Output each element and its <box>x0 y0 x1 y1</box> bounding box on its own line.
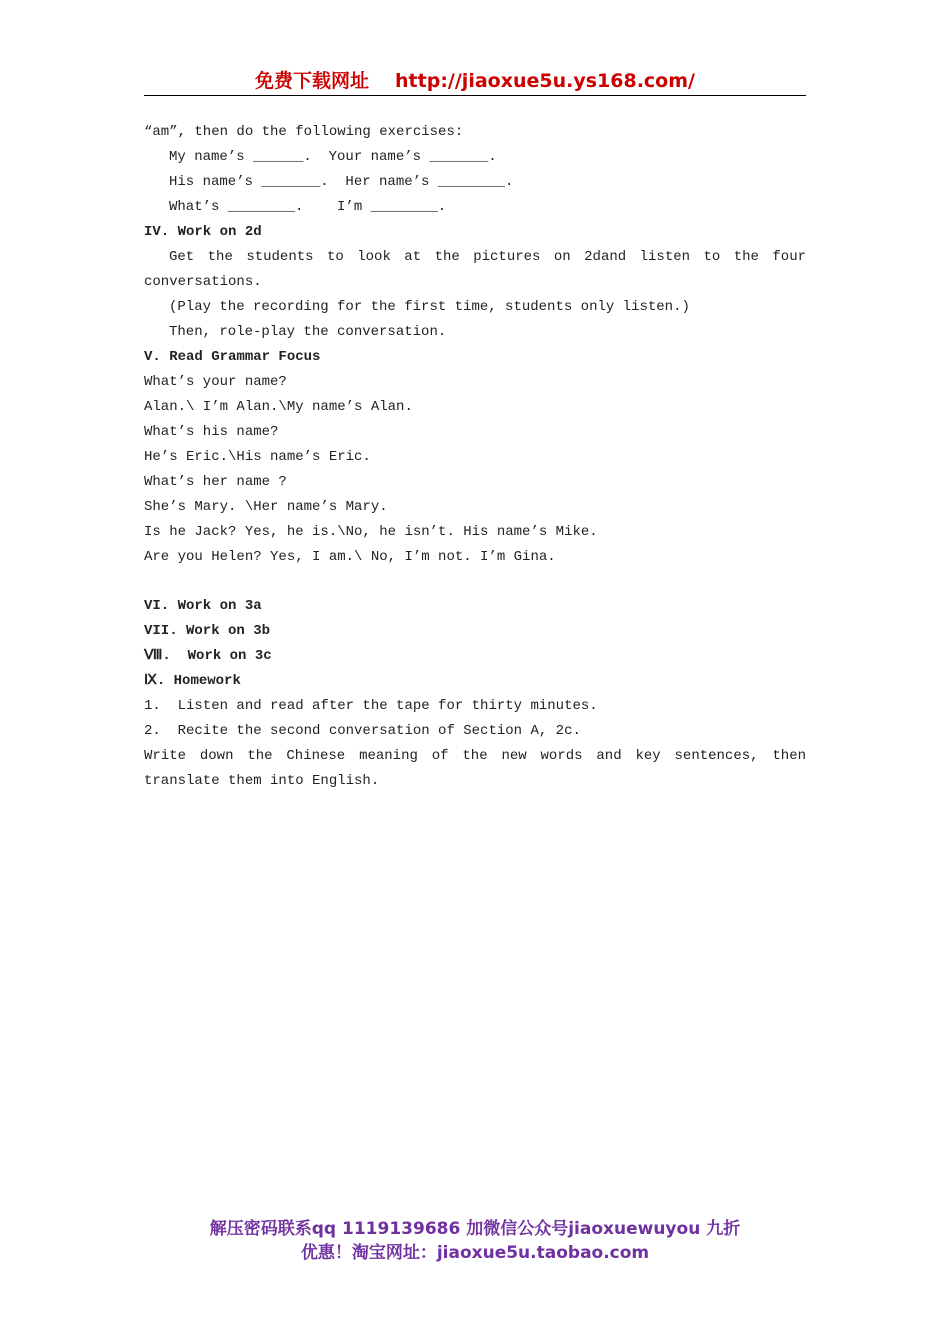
section-iv-heading: IV. Work on 2d <box>144 224 262 240</box>
homework-item-1: 1. Listen and read after the tape for thirty minutes. <box>144 698 598 714</box>
grammar-line: Alan.\ I’m Alan.\My name’s Alan. <box>144 399 413 415</box>
header-url[interactable]: http://jiaoxue5u.ys168.com/ <box>395 70 695 92</box>
section-iv-line-1: Get the students to look at the pictures on 2dand listen to the four <box>169 249 806 265</box>
footer-line-2: 优惠！淘宝网址：jiaoxue5u.taobao.com <box>300 1243 650 1263</box>
grammar-line: What’s your name? <box>144 374 287 390</box>
section-iv-line-4: Then, role-play the conversation. <box>169 324 447 340</box>
grammar-line: He’s Eric.\His name’s Eric. <box>144 449 371 465</box>
page-header <box>144 66 806 96</box>
section-viii-heading: Ⅷ. Work on 3c <box>144 648 272 664</box>
section-v-heading: V. Read Grammar Focus <box>144 349 321 365</box>
grammar-line: What’s her name ? <box>144 474 287 490</box>
homework-line-4: translate them into English. <box>144 773 380 789</box>
exercise-line-1: My name’s ______. Your name’s _______. <box>169 149 497 165</box>
exercise-line-3: What’s ________. I’m ________. <box>169 199 447 215</box>
exercise-intro: “am”, then do the following exercises: <box>144 124 464 140</box>
section-vi-heading: VI. Work on 3a <box>144 598 262 614</box>
section-iv-line-3: (Play the recording for the first time, students only listen.) <box>169 299 690 315</box>
footer-line-1: 解压密码联系qq 1119139686 加微信公众号jiaoxuewuyou 九折 <box>209 1219 741 1239</box>
page-footer <box>100 1217 850 1265</box>
document-body <box>144 120 806 794</box>
section-ix-heading: Ⅸ. Homework <box>144 673 241 689</box>
grammar-line: What’s his name? <box>144 424 279 440</box>
exercise-line-2: His name’s _______. Her name’s ________. <box>169 174 514 190</box>
section-iv-line-2: conversations. <box>144 274 262 290</box>
spacer <box>144 570 806 594</box>
homework-item-2: 2. Recite the second conversation of Section A, 2c. <box>144 723 581 739</box>
homework-line-3: Write down the Chinese meaning of the new words and key sentences, then <box>144 748 806 764</box>
section-vii-heading: VII. Work on 3b <box>144 623 271 639</box>
grammar-line: Are you Helen? Yes, I am.\ No, I’m not. I’m Gina. <box>144 549 556 565</box>
header-label: 免费下载网址 <box>255 70 370 92</box>
grammar-line: Is he Jack? Yes, he is.\No, he isn’t. His name’s Mike. <box>144 524 598 540</box>
grammar-line: She’s Mary. \Her name’s Mary. <box>144 499 388 515</box>
